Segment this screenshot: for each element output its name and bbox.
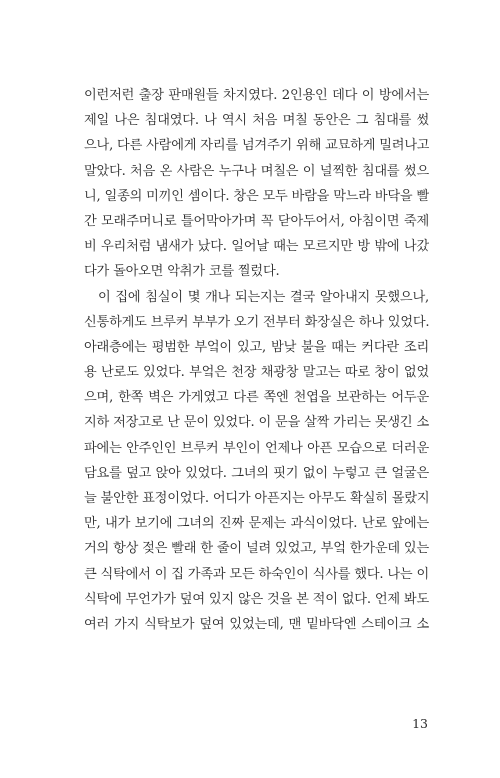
text-line: 늘 불안한 표정이었다. 어디가 아픈지는 아무도 확실히 몰랐지 [84,491,429,506]
text-line: 만, 내가 보기에 그녀의 진짜 문제는 과식이었다. 난로 앞에는 [84,516,429,532]
text-line: 다가 돌아오면 악취가 코를 찔렀다. [84,264,280,280]
text-line: 파에는 안주인인 브루커 부인이 언제나 아픈 모습으로 더러운 [84,440,429,456]
text-line: 이 집에 침실이 몇 개나 되는지는 결국 알아내지 못했으나, [98,289,429,305]
text-line: 으나, 다른 사람에게 자리를 넘겨주기 위해 교묘하게 밀려나고 [84,138,429,154]
text-line: 말았다. 처음 온 사람은 누구나 며칠은 이 널찍한 침대를 썼으 [84,163,429,179]
text-line: 담요를 덮고 앉아 있었다. 그녀의 핏기 없이 누렇고 큰 얼굴은 [84,465,429,481]
text-line: 간 모래주머니로 틀어막아가며 꼭 닫아두어서, 아침이면 죽제 [84,213,429,229]
text-line: 거의 항상 젖은 빨래 한 줄이 널려 있었고, 부엌 한가운데 있는 [84,541,429,557]
text-line: 으며, 한쪽 벽은 가게였고 다른 쪽엔 천엽을 보관하는 어두운 [84,390,429,406]
text-line: 니, 일종의 미끼인 셈이다. 창은 모두 바람을 막느라 바닥을 빨 [84,188,429,204]
text-line: 식탁에 무언가가 덮여 있지 않은 것을 본 적이 없다. 언제 봐도 [84,591,429,607]
body-text [84,83,429,637]
text-line: 지하 저장고로 난 문이 있었다. 이 문을 살짝 가리는 못생긴 소 [84,415,429,431]
paragraph-1 [84,83,429,285]
page-number: 13 [412,716,428,731]
text-line: 제일 나은 침대였다. 나 역시 처음 며칠 동안은 그 침대를 썼 [84,113,429,129]
text-line: 용 난로도 있었다. 부엌은 천장 채광창 말고는 따로 창이 없었 [84,365,429,381]
text-line: 여러 가지 식탁보가 덮여 있었는데, 맨 밑바닥엔 스테이크 소 [84,616,429,632]
text-line: 신통하게도 브루커 부부가 오기 전부터 화장실은 하나 있었다. [84,314,429,330]
text-line: 아래층에는 평범한 부엌이 있고, 밤낮 불을 때는 커다란 조리 [84,339,429,355]
paragraph-2 [84,285,429,638]
text-line: 큰 식탁에서 이 집 가족과 모든 하숙인이 식사를 했다. 나는 이 [84,566,429,582]
text-line: 비 우리처럼 냄새가 났다. 일어날 때는 모르지만 방 밖에 나갔 [84,239,429,255]
text-line: 이런저런 출장 판매원들 차지였다. 2인용인 데다 이 방에서는 [84,88,429,103]
